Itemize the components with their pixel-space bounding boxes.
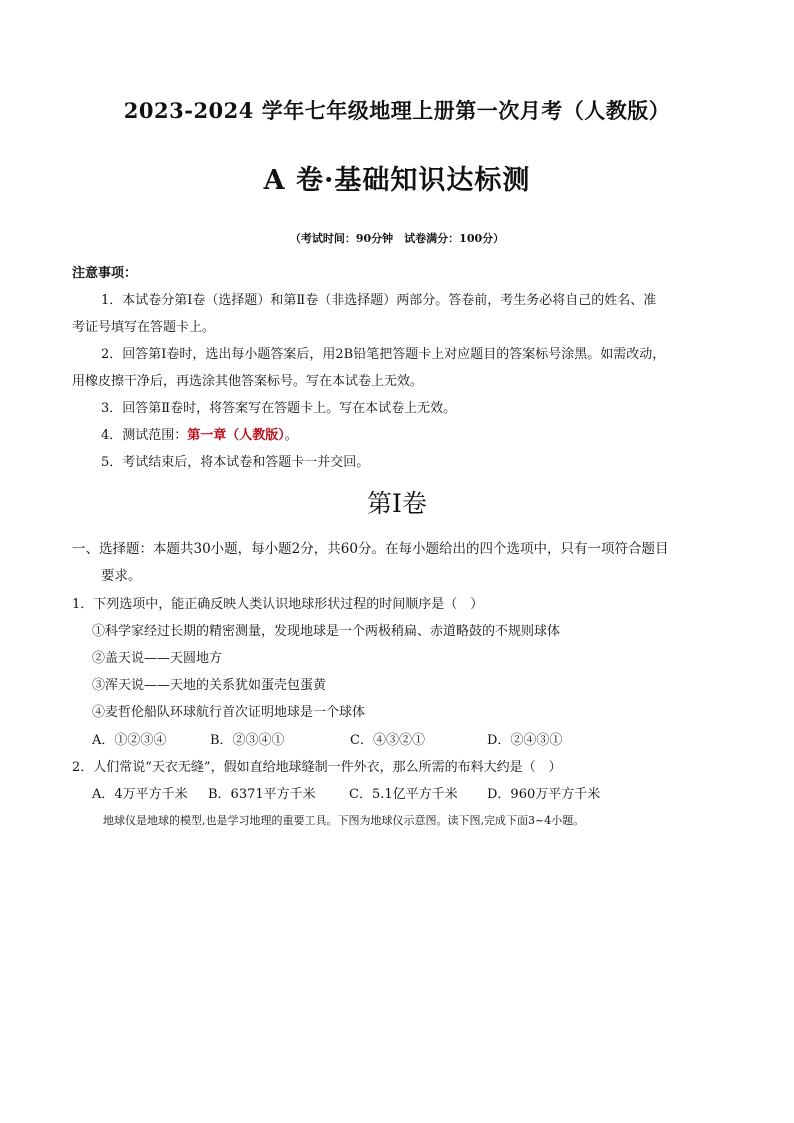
note-1-line2: 考证号填写在答题卡上。 — [72, 320, 216, 335]
section-1-instructions: 一、选择题：本题共30小题，每小题2分，共60分。在每小题给出的四个选项中，只有一项符合题目 — [72, 541, 669, 557]
question-2-option-a: A．4万平方千米 — [92, 787, 188, 802]
note-3: 3．回答第Ⅱ卷时，将答案写在答题卡上。写在本试卷上无效。 — [101, 401, 457, 416]
material-intro: 地球仪是地球的模型,也是学习地理的重要工具。下图为地球仪示意图。读下图,完成下面3~4小题。 — [103, 814, 585, 827]
note-2-line1: 2．回答第Ⅰ卷时，选出每小题答案后，用2B铅笔把答题卡上对应题目的答案标号涂黑。如需改动， — [101, 347, 666, 362]
exam-info: （考试时间：90分钟 试卷满分：100分） — [289, 232, 505, 245]
section-1-instructions-cont: 要求。 — [101, 568, 142, 584]
note-4 — [101, 424, 298, 443]
question-1-statement-3: ③浑天说——天地的关系犹如蛋壳包蛋黄 — [92, 678, 327, 693]
exam-subtitle: A 卷·基础知识达标测 — [263, 165, 531, 196]
question-2-option-d: D．960万平方千米 — [487, 787, 601, 802]
note-4-scope: 第一章（人教版） — [187, 428, 285, 443]
question-1-statement-2: ②盖天说——天圆地方 — [92, 651, 223, 666]
question-1-statement-1: ①科学家经过长期的精密测量，发现地球是一个两极稍扁、赤道略鼓的不规则球体 — [92, 624, 561, 639]
volume-title: 第Ⅰ卷 — [367, 489, 427, 518]
question-2-stem: 2．人们常说“天衣无缝”，假如直给地球缝制一件外衣，那么所需的布料大约是（ ） — [72, 760, 562, 775]
question-1-option-d: D．②④③① — [487, 733, 563, 748]
question-1-stem: 1．下列选项中，能正确反映人类认识地球形状过程的时间顺序是（ ） — [72, 597, 484, 612]
note-2-line2: 用橡皮擦干净后，再选涂其他答案标号。写在本试卷上无效。 — [72, 374, 424, 389]
note-1-line1: 1．本试卷分第Ⅰ卷（选择题）和第Ⅱ卷（非选择题）两部分。答卷前，考生务必将自己的姓名、准 — [101, 293, 657, 308]
question-1-option-c: C．④③②① — [350, 733, 425, 748]
exam-title: 2023-2024 学年七年级地理上册第一次月考（人教版） — [123, 98, 671, 123]
question-1-option-b: B．②③④① — [210, 733, 285, 748]
note-5: 5．考试结束后，将本试卷和答题卡一并交回。 — [101, 455, 370, 470]
question-1-option-a: A．①②③④ — [92, 733, 167, 748]
question-1-statement-4: ④麦哲伦船队环球航行首次证明地球是一个球体 — [92, 705, 366, 720]
question-2-option-c: C．5.1亿平方千米 — [349, 787, 458, 802]
question-2-option-b: B．6371平方千米 — [208, 787, 316, 802]
notes-heading: 注意事项： — [72, 266, 138, 281]
note-4-suffix: 。 — [284, 428, 298, 443]
note-4-prefix: 4．测试范围： — [101, 428, 188, 443]
